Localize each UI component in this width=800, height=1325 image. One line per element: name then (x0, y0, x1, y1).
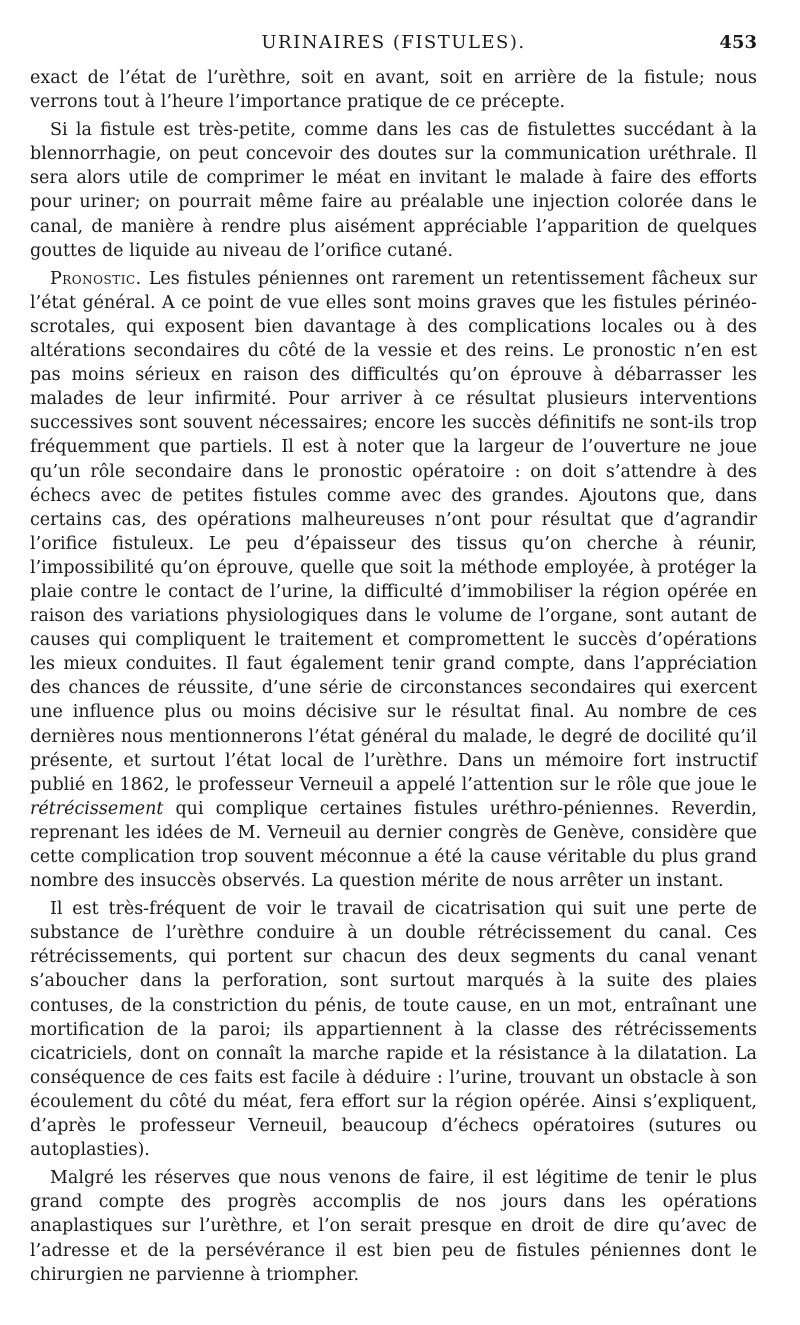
page-header (30, 32, 757, 56)
page-number: 453 (719, 32, 757, 53)
paragraph-prognosis-text: Les fistules péniennes ont rarement un retentissement fâcheux sur l’état général. A ce point de vue elles sont moins graves que les fistules périnéo-scrotales, qui exposent bien davantage à des complications locales ou à des altérations secondaires du côté de la vessie et des reins. Le pronostic n’en est pas moins sérieux en raison des difficultés qu’on éprouve à débarrasser les malades de leur infirmité. Pour arriver à ce résultat plusieurs interventions successives sont souvent nécessaires; encore les succès définitifs ne sont-ils trop fréquemment que partiels. Il est à noter que la largeur de l’ouverture ne joue qu’un rôle secondaire dans le pronostic opératoire : on doit s’attendre à des échecs avec de petites fistules comme avec des grandes. Ajoutons que, dans certains cas, des opérations malheureuses n’ont pour résultat que d’agrandir l’orifice fistuleux. Le peu d’épaisseur des tissus qu’on cherche à réunir, l’impossibilité qu’on éprouve, quelle que soit la méthode employée, à protéger la plaie contre le contact de l’urine, la difficulté d’immobiliser la région opérée en raison des variations physiologiques dans le volume de l’organe, sont autant de causes qui compliquent le traitement et compromettent le succès d’opérations les mieux conduites. Il faut également tenir grand compte, dans l’appréciation des chances de réussite, d’une série de circonstances secondaires qui exercent une influence plus ou moins décisive sur le résultat final. Au nombre de ces dernières nous mentionnerons l’état général du malade, le degré de docilité qu’il présente, et surtout l’état local de l’urèthre. Dans un mémoire fort instructif publié en 1862, le professeur Verneuil a appelé l’attention sur le rôle que joue le (30, 268, 757, 795)
paragraph-prognosis-text-end: qui complique certaines fistules uréthro-péniennes. Reverdin, reprenant les idées de M. Verneuil au dernier congrès de Genève, considère que cette complication trop souvent méconnue a été la cause véritable du plus grand nombre des insuccès observés. La question mérite de nous arrêter un instant. (30, 798, 757, 892)
running-title: URINAIRES (FISTULES). (261, 32, 526, 53)
body-text (30, 66, 757, 1291)
paragraph-5: Malgré les réserves que nous venons de faire, il est légitime de tenir le plus grand compte des progrès accomplis de nos jours dans les opérations anaplastiques sur l’urèthre, et l’on serait presque en droit de dire qu’avec de l’adresse et de la persévérance il est bien peu de fistules péniennes dont le chirurgien ne parvienne à triompher. (30, 1168, 757, 1285)
paragraph-2: Si la fistule est très-petite, comme dans les cas de fistulettes succédant à la blennorrhagie, on peut concevoir des doutes sur la communication uréthrale. Il sera alors utile de comprimer le méat en invitant le malade à faire des efforts pour uriner; on pourrait même faire au préalable une injection colorée dans le canal, de manière à rendre plus aisément appréciable l’apparition de quelques gouttes de liquide au niveau de l’orifice cutané. (30, 120, 757, 261)
paragraph-4: Il est très-fréquent de voir le travail de cicatrisation qui suit une perte de substance de l’urèthre conduire à un double rétrécissement du canal. Ces rétrécissements, qui portent sur chacun des deux segments du canal venant s’aboucher dans la perforation, sont surtout marqués à la suite des plaies contuses, de la constriction du pénis, de toute cause, en un mot, entraînant une mortification de la paroi; ils appartiennent à la classe des rétrécissements cicatriciels, dont on connaît la marche rapide et la résistance à la dilatation. La conséquence de ces faits est facile à déduire : l’urine, trouvant un obstacle à son écoulement du côté du méat, fera effort sur la région opérée. Ainsi s’expliquent, d’après le professeur Verneuil, beaucoup d’échecs opératoires (sutures ou autoplasties). (30, 899, 757, 1161)
paragraph-1: exact de l’état de l’urèthre, soit en avant, soit en arrière de la fistule; nous verrons tout à l’heure l’importance pratique de ce précepte. (30, 68, 757, 113)
italic-term: rétrécissement (30, 798, 164, 819)
section-heading-pronostic: Pronostic. (50, 268, 142, 289)
book-page (30, 0, 757, 1325)
paragraph-prognosis (30, 267, 757, 893)
